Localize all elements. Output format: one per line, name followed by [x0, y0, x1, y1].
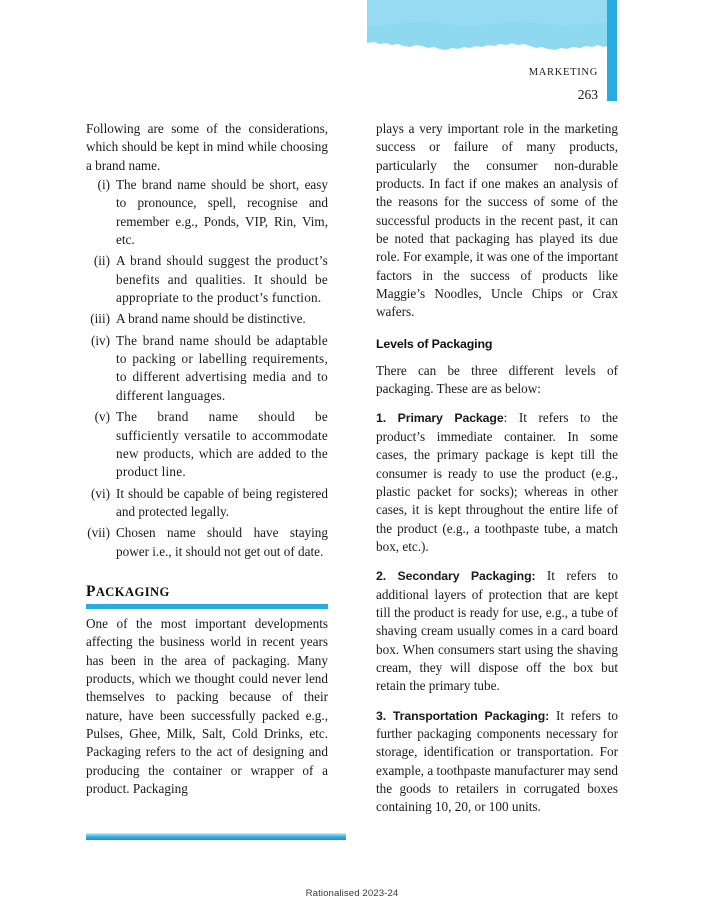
header-accent-bar — [607, 0, 617, 101]
list-item-text: The brand name should be sufficiently versatile to accommodate new products, which are added to the product line. — [116, 409, 328, 480]
list-item-numeral: (vii) — [87, 525, 110, 541]
level-transportation-packaging — [376, 707, 618, 817]
section-heading-packaging — [86, 583, 328, 601]
list-item-numeral: (ii) — [93, 253, 110, 269]
level-text: It refers to further packaging components necessary for storage, identification or transportation. For example, a toothpaste manufacturer may send the goods to retailers in corrugated boxes containing 10, 20, or 100 units. — [376, 707, 619, 815]
list-item-text: The brand name should be adaptable to packing or labelling requirements, to different advertising media and to different languages. — [116, 332, 328, 403]
right-column — [376, 120, 618, 817]
level-label: 1. Primary Package — [376, 411, 504, 426]
list-item-text: The brand name should be short, easy to pronounce, spell, recognise and remember e.g., Ponds, VIP, Rin, Vim, etc. — [116, 177, 328, 248]
page-number: 263 — [577, 87, 598, 102]
continued-paragraph: plays a very important role in the marketing success or failure of many products, particularly the consumer non-durable products. In fact if one makes an analysis of the reasons for the success of some of the successful products in the recent past, it can be noted that packaging has played its due role. For example, it was one of the important factors in the success of products like Maggie’s Noodles, Uncle Chips or Crax wafers. — [376, 121, 618, 320]
list-item — [86, 176, 328, 249]
list-item — [86, 252, 328, 307]
level-text: It refers to the product’s immediate container. In some cases, the primary package is kept till the consumer is ready to use the product (e.g., plastic packet for socks); whereas in other cases, it is kept throughout the entire life of the product (e.g., a toothpaste tube, a match box, etc.). — [376, 410, 619, 554]
levels-intro-paragraph: There can be three different levels of packaging. These are as below: — [376, 362, 618, 397]
packaging-paragraph: One of the most important developments affecting the business world in recent years has been in the area of packaging. Many products, which we thought could never lend themselves to packing because of their nature, have been successfully packed e.g., Pulses, Ghee, Milk, Salt, Cold Drinks, etc. Packaging refers to the act of designing and producing the container or wrapper of a product. Packaging — [86, 615, 328, 796]
level-label: 2. Secondary Packaging: — [376, 569, 536, 584]
intro-paragraph: Following are some of the considerations, which should be kept in mind while choosing a brand name. — [86, 121, 328, 173]
level-separator: : — [503, 410, 508, 426]
brand-name-considerations-list — [86, 176, 328, 561]
left-column — [86, 120, 328, 798]
page-footer: Rationalised 2023-24 — [305, 888, 399, 899]
list-item-text: A brand should suggest the product’s benefits and qualities. It should be appropriate to the product’s function. — [116, 253, 328, 306]
section-heading-rule — [86, 604, 328, 609]
list-item-text: It should be capable of being registered and protected legally. — [116, 485, 328, 519]
list-item-numeral: (iv) — [90, 332, 110, 348]
list-item-numeral: (i) — [97, 177, 110, 193]
list-item-text: Chosen name should have staying power i.e., it should not get out of date. — [116, 525, 328, 559]
list-item-numeral: (iii) — [90, 311, 110, 327]
section-heading-initial: P — [86, 582, 96, 600]
level-primary-package — [376, 409, 618, 556]
list-item — [86, 524, 328, 561]
list-item — [86, 408, 328, 481]
header-ribbon-decoration — [367, 0, 608, 58]
running-head: MARKETING — [528, 67, 598, 78]
level-secondary-packaging — [376, 567, 618, 695]
level-text: It refers to additional layers of protection that are kept till the product is ready for use, e.g., a tube of shaving cream usually comes in a card board box. When consumers start using the shaving cream, they will dispose off the box but retain the primary tube. — [376, 568, 619, 694]
body-columns — [86, 120, 618, 840]
list-item — [86, 310, 328, 328]
section-heading-rest: ACKAGING — [95, 584, 170, 599]
list-item-numeral: (vi) — [90, 485, 110, 501]
list-item — [86, 485, 328, 522]
subheading-levels-of-packaging: Levels of Packaging — [376, 336, 493, 351]
list-item-text: A brand name should be distinctive. — [116, 311, 306, 327]
list-item-numeral: (v) — [94, 409, 110, 425]
bottom-accent-rule — [86, 833, 346, 840]
level-label: 3. Transportation Packaging: — [376, 708, 550, 723]
torn-paper-ribbon-icon — [367, 0, 608, 58]
list-item — [86, 332, 328, 405]
